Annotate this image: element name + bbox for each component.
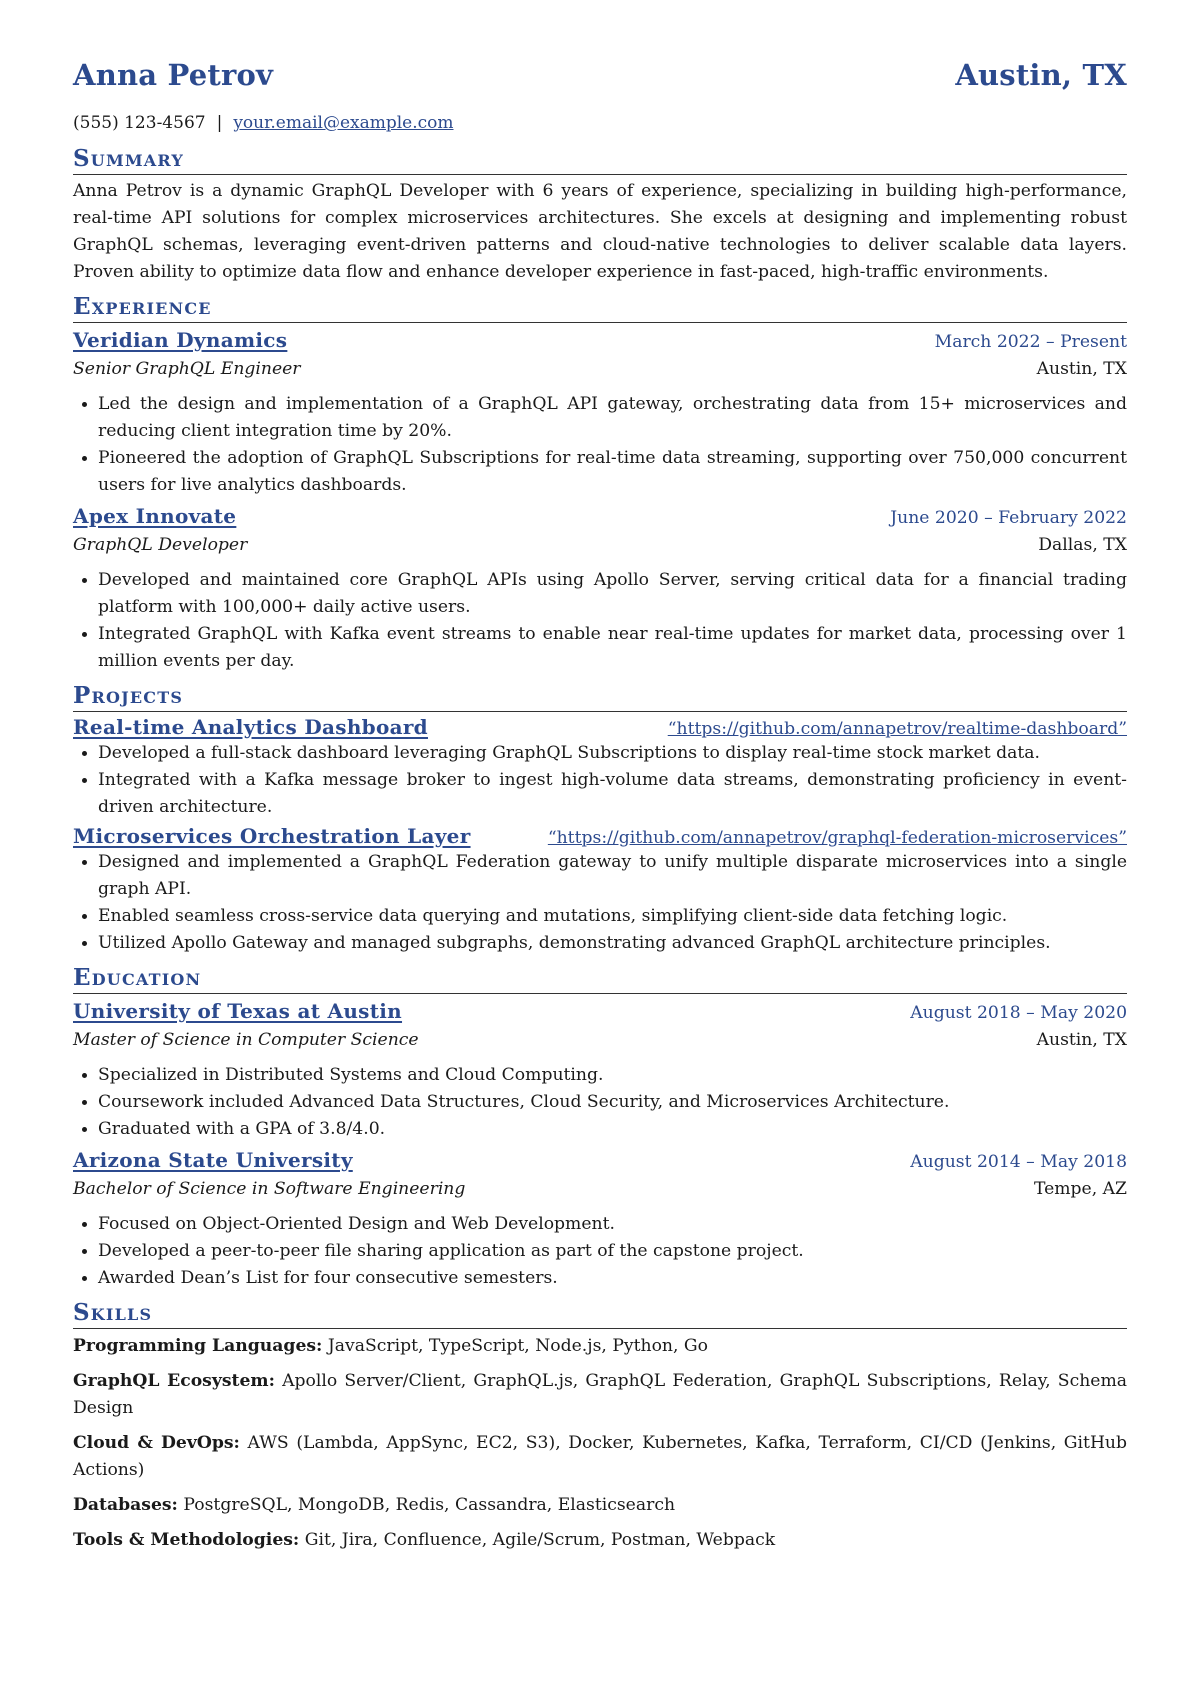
experience-entry: [73, 325, 1127, 499]
bullet-list: [73, 567, 1127, 675]
bullet-item: • Pioneered the adoption of GraphQL Subscriptions for real-time data streaming, supporting over 750,000 concurrent users for live analytics dashboards.: [98, 445, 1127, 499]
bullet-item: • Integrated with a Kafka message broker to ingest high-volume data streams, demonstrating proficiency in event-driven architecture.: [98, 767, 1127, 821]
bullet-item: • Developed a full-stack dashboard leveraging GraphQL Subscriptions to display real-time stock market data.: [98, 740, 1127, 767]
bullet-item: • Led the design and implementation of a GraphQL API gateway, orchestrating data from 15+ microservices and reducing client integration time by 20%.: [98, 391, 1127, 445]
skill-value: PostgreSQL, MongoDB, Redis, Cassandra, Elasticsearch: [183, 1495, 676, 1515]
experience-entry: [73, 501, 1127, 675]
bullet-list: [73, 740, 1127, 821]
skill-value: AWS (Lambda, AppSync, EC2, S3), Docker, Kubernetes, Kafka, Terraform, CI/CD (Jenkins, GitHub Actions): [73, 1433, 1128, 1480]
school-name[interactable]: University of Texas at Austin: [73, 999, 403, 1023]
bullet-item: • Developed a peer-to-peer file sharing application as part of the capstone project.: [98, 1238, 1127, 1265]
skill-label: Tools & Methodologies:: [73, 1530, 300, 1550]
entry-location: Tempe, AZ: [1033, 1179, 1127, 1199]
project-entry: [73, 714, 1127, 821]
resume-content: [73, 58, 1127, 1554]
bullet-item: • Integrated GraphQL with Kafka event streams to enable near real-time updates for market data, processing over 1 million events per day.: [98, 621, 1127, 675]
bullet-item: • Developed and maintained core GraphQL APIs using Apollo Server, serving critical data for a financial trading platform with 100,000+ daily active users.: [98, 567, 1127, 621]
skill-line: [73, 1527, 1127, 1554]
project-link[interactable]: “https://github.com/annapetrov/realtime-dashboard”: [667, 719, 1127, 739]
skill-line: [73, 1492, 1127, 1519]
education-entry: [73, 996, 1127, 1143]
phone-number: (555) 123-4567: [73, 113, 206, 133]
section-title-experience: Experience: [73, 292, 1127, 323]
skill-value: JavaScript, TypeScript, Node.js, Python, Go: [327, 1336, 708, 1356]
skill-line: [73, 1430, 1127, 1484]
school-name[interactable]: Arizona State University: [73, 1148, 353, 1172]
entry-location: Dallas, TX: [1038, 535, 1127, 555]
company-name[interactable]: Veridian Dynamics: [73, 328, 288, 352]
degree-name: Bachelor of Science in Software Engineering: [73, 1179, 466, 1199]
bullet-list: [73, 849, 1127, 957]
section-title-projects: Projects: [73, 681, 1127, 712]
contact-line: [73, 108, 1127, 138]
bullet-item: • Awarded Dean’s List for four consecutive semesters.: [98, 1265, 1127, 1292]
section-title-skills: Skills: [73, 1298, 1127, 1329]
skill-label: Databases:: [73, 1495, 178, 1515]
project-entry: [73, 823, 1127, 957]
bullet-item: • Coursework included Advanced Data Structures, Cloud Security, and Microservices Architecture.: [98, 1089, 1127, 1116]
summary-text: Anna Petrov is a dynamic GraphQL Developer with 6 years of experience, specializing in building high-performance, real-time API solutions for complex microservices architectures. She excels at designing and implementing robust GraphQL schemas, leveraging event-driven patterns and cloud-native technologies to deliver scalable data layers. Proven ability to optimize data flow and enhance developer experience in fast-paced, high-traffic environments.: [73, 181, 1127, 282]
candidate-location: Austin, TX: [955, 58, 1127, 92]
skill-line: [73, 1368, 1127, 1422]
bullet-item: • Focused on Object-Oriented Design and Web Development.: [98, 1211, 1127, 1238]
bullet-item: • Utilized Apollo Gateway and managed subgraphs, demonstrating advanced GraphQL architecture principles.: [98, 930, 1127, 957]
project-link[interactable]: “https://github.com/annapetrov/graphql-federation-microservices”: [547, 828, 1127, 848]
section-title-education: Education: [73, 963, 1127, 994]
bullet-list: [73, 1211, 1127, 1292]
skill-value: Apollo Server/Client, GraphQL.js, GraphQL Federation, GraphQL Subscriptions, Relay, Schema Design: [73, 1371, 1127, 1418]
bullet-item: • Graduated with a GPA of 3.8/4.0.: [98, 1116, 1127, 1143]
contact-separator: |: [216, 113, 223, 133]
email-link[interactable]: your.email@example.com: [233, 113, 454, 133]
entry-location: Austin, TX: [1036, 1030, 1127, 1050]
education-entry: [73, 1145, 1127, 1292]
skill-label: Cloud & DevOps:: [73, 1433, 240, 1453]
entry-dates: June 2020 – February 2022: [890, 508, 1127, 528]
entry-dates: August 2014 – May 2018: [910, 1152, 1127, 1172]
bullet-item: • Designed and implemented a GraphQL Federation gateway to unify multiple disparate microservices into a single graph API.: [98, 849, 1127, 903]
entry-dates: August 2018 – May 2020: [910, 1003, 1127, 1023]
section-title-summary: Summary: [73, 144, 1127, 175]
skill-line: [73, 1333, 1127, 1360]
bullet-item: • Specialized in Distributed Systems and Cloud Computing.: [98, 1062, 1127, 1089]
skill-label: GraphQL Ecosystem:: [73, 1371, 275, 1391]
project-name[interactable]: Real-time Analytics Dashboard: [73, 715, 428, 739]
bullet-item: • Enabled seamless cross-service data querying and mutations, simplifying client-side data fetching logic.: [98, 903, 1127, 930]
project-name[interactable]: Microservices Orchestration Layer: [73, 824, 471, 848]
degree-name: Master of Science in Computer Science: [73, 1030, 419, 1050]
resume-header: [73, 58, 1127, 108]
job-title: Senior GraphQL Engineer: [73, 359, 301, 379]
candidate-name: Anna Petrov: [73, 58, 274, 92]
entry-location: Austin, TX: [1036, 359, 1127, 379]
entry-dates: March 2022 – Present: [934, 332, 1127, 352]
company-name[interactable]: Apex Innovate: [73, 504, 237, 528]
skill-value: Git, Jira, Confluence, Agile/Scrum, Postman, Webpack: [304, 1530, 776, 1550]
bullet-list: [73, 391, 1127, 499]
job-title: GraphQL Developer: [73, 535, 248, 555]
skill-label: Programming Languages:: [73, 1336, 323, 1356]
bullet-list: [73, 1062, 1127, 1143]
